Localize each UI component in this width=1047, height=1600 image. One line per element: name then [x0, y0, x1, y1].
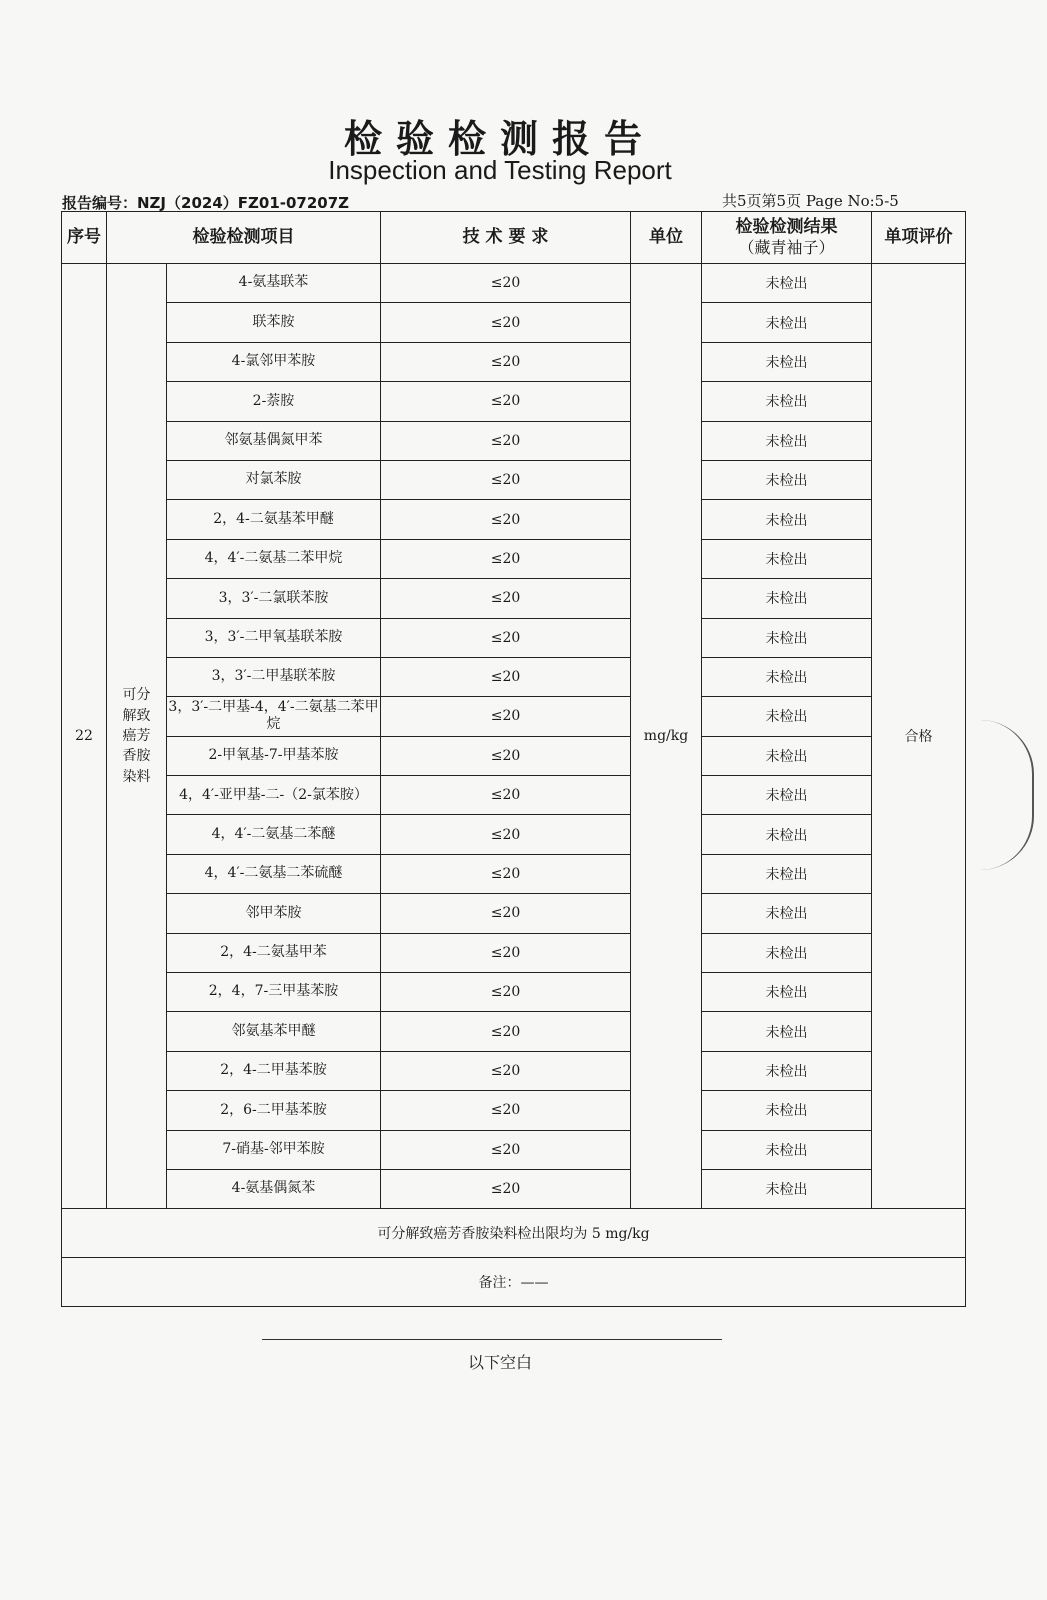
test-item-name: 2，4-二氨基甲苯 — [167, 933, 381, 972]
remarks-row — [62, 1258, 966, 1307]
test-item-name: 2，6-二甲基苯胺 — [167, 1091, 381, 1130]
table-row — [62, 460, 966, 499]
test-item-name: 对氯苯胺 — [167, 460, 381, 499]
result-value: 未检出 — [702, 973, 872, 1012]
requirement-value: ≤20 — [381, 618, 631, 657]
test-item-name: 2，4-二甲基苯胺 — [167, 1051, 381, 1090]
header-result-title: 检验检测结果 — [735, 216, 838, 237]
table-row — [62, 933, 966, 972]
test-item-name: 邻甲苯胺 — [167, 894, 381, 933]
table-row — [62, 1012, 966, 1051]
header-result — [702, 212, 872, 264]
result-value: 未检出 — [702, 264, 872, 303]
test-item-name: 2-萘胺 — [167, 382, 381, 421]
report-title-cn: 检验检测报告 — [343, 117, 656, 161]
result-value: 未检出 — [702, 618, 872, 657]
table-row — [62, 776, 966, 815]
requirement-value: ≤20 — [381, 382, 631, 421]
result-value: 未检出 — [702, 736, 872, 775]
result-value: 未检出 — [702, 500, 872, 539]
test-item-name: 2-甲氧基-7-甲基苯胺 — [167, 736, 381, 775]
result-value: 未检出 — [702, 697, 872, 736]
header-result-sample: （藏青袖子） — [738, 238, 835, 258]
footer-divider — [262, 1339, 722, 1340]
requirement-value: ≤20 — [381, 579, 631, 618]
requirement-value: ≤20 — [381, 539, 631, 578]
test-item-name: 3，3′-二氯联苯胺 — [167, 579, 381, 618]
requirement-value: ≤20 — [381, 1130, 631, 1169]
table-row — [62, 736, 966, 775]
requirement-value: ≤20 — [381, 1051, 631, 1090]
test-item-name: 邻氨基苯甲醚 — [167, 1012, 381, 1051]
table-row — [62, 894, 966, 933]
result-value: 未检出 — [702, 579, 872, 618]
result-value: 未检出 — [702, 657, 872, 696]
requirement-value: ≤20 — [381, 421, 631, 460]
result-value: 未检出 — [702, 303, 872, 342]
requirement-value: ≤20 — [381, 1012, 631, 1051]
table-row — [62, 1130, 966, 1169]
requirement-value: ≤20 — [381, 697, 631, 736]
test-item-name: 联苯胺 — [167, 303, 381, 342]
requirement-value: ≤20 — [381, 894, 631, 933]
table-row — [62, 657, 966, 696]
test-item-name: 4-氨基偶氮苯 — [167, 1169, 381, 1208]
table-row — [62, 264, 966, 303]
group-category: 可分解致癌芳香胺染料 — [107, 264, 167, 1209]
test-item-name: 2，4-二氨基苯甲醚 — [167, 500, 381, 539]
seal-stamp-edge — [980, 720, 1034, 870]
table-body — [62, 264, 966, 1209]
requirement-value: ≤20 — [381, 1169, 631, 1208]
test-item-name: 2，4，7-三甲基苯胺 — [167, 973, 381, 1012]
result-value: 未检出 — [702, 776, 872, 815]
test-item-name: 邻氨基偶氮甲苯 — [167, 421, 381, 460]
table-row — [62, 697, 966, 736]
result-value: 未检出 — [702, 1012, 872, 1051]
header-seq: 序号 — [62, 212, 107, 264]
result-value: 未检出 — [702, 815, 872, 854]
test-item-name: 7-硝基-邻甲苯胺 — [167, 1130, 381, 1169]
result-value: 未检出 — [702, 1169, 872, 1208]
table-row — [62, 1091, 966, 1130]
requirement-value: ≤20 — [381, 854, 631, 893]
table-row — [62, 382, 966, 421]
header-unit: 单位 — [631, 212, 702, 264]
header-evaluation: 单项评价 — [872, 212, 966, 264]
result-value: 未检出 — [702, 342, 872, 381]
report-title-en: Inspection and Testing Report — [328, 155, 672, 185]
test-item-name: 4，4′-亚甲基-二-（2-氯苯胺） — [167, 776, 381, 815]
test-item-name: 3，3′-二甲基-4，4′-二氨基二苯甲烷 — [167, 697, 381, 736]
test-item-name: 4-氯邻甲苯胺 — [167, 342, 381, 381]
results-table — [61, 211, 966, 1307]
table-row — [62, 421, 966, 460]
group-unit: mg/kg — [631, 264, 702, 1209]
requirement-value: ≤20 — [381, 736, 631, 775]
table-row — [62, 500, 966, 539]
result-value: 未检出 — [702, 1130, 872, 1169]
table-row — [62, 1051, 966, 1090]
table-row — [62, 303, 966, 342]
result-value: 未检出 — [702, 894, 872, 933]
requirement-value: ≤20 — [381, 264, 631, 303]
requirement-value: ≤20 — [381, 1091, 631, 1130]
test-item-name: 3，3′-二甲基联苯胺 — [167, 657, 381, 696]
result-value: 未检出 — [702, 1051, 872, 1090]
result-value: 未检出 — [702, 460, 872, 499]
result-value: 未检出 — [702, 382, 872, 421]
test-item-name: 3，3′-二甲氧基联苯胺 — [167, 618, 381, 657]
page-number: 共5页第5页 Page No:5-5 — [722, 192, 899, 210]
result-value: 未检出 — [702, 1091, 872, 1130]
requirement-value: ≤20 — [381, 973, 631, 1012]
table-row — [62, 854, 966, 893]
table-row — [62, 618, 966, 657]
detection-limit-row — [62, 1209, 966, 1258]
result-value: 未检出 — [702, 933, 872, 972]
table-header-row — [62, 212, 966, 264]
table-row — [62, 539, 966, 578]
requirement-value: ≤20 — [381, 776, 631, 815]
header-item: 检验检测项目 — [107, 212, 381, 264]
test-item-name: 4，4′-二氨基二苯甲烷 — [167, 539, 381, 578]
group-evaluation: 合格 — [872, 264, 966, 1209]
requirement-value: ≤20 — [381, 500, 631, 539]
table-row — [62, 579, 966, 618]
requirement-value: ≤20 — [381, 342, 631, 381]
table-row — [62, 815, 966, 854]
requirement-value: ≤20 — [381, 933, 631, 972]
result-value: 未检出 — [702, 539, 872, 578]
detection-limit-note: 可分解致癌芳香胺染料检出限均为 5 mg/kg — [62, 1209, 966, 1258]
blank-below-note: 以下空白 — [467, 1353, 532, 1372]
header-requirement: 技 术 要 求 — [381, 212, 631, 264]
table-row — [62, 342, 966, 381]
requirement-value: ≤20 — [381, 303, 631, 342]
test-item-name: 4，4′-二氨基二苯硫醚 — [167, 854, 381, 893]
test-item-name: 4-氨基联苯 — [167, 264, 381, 303]
table-row — [62, 1169, 966, 1208]
test-item-name: 4，4′-二氨基二苯醚 — [167, 815, 381, 854]
table-row — [62, 973, 966, 1012]
result-value: 未检出 — [702, 421, 872, 460]
remarks: 备注：—— — [62, 1258, 966, 1307]
group-seq: 22 — [62, 264, 107, 1209]
report-number: 报告编号：NZJ（2024）FZ01-07207Z — [62, 194, 350, 212]
requirement-value: ≤20 — [381, 657, 631, 696]
requirement-value: ≤20 — [381, 460, 631, 499]
requirement-value: ≤20 — [381, 815, 631, 854]
result-value: 未检出 — [702, 854, 872, 893]
